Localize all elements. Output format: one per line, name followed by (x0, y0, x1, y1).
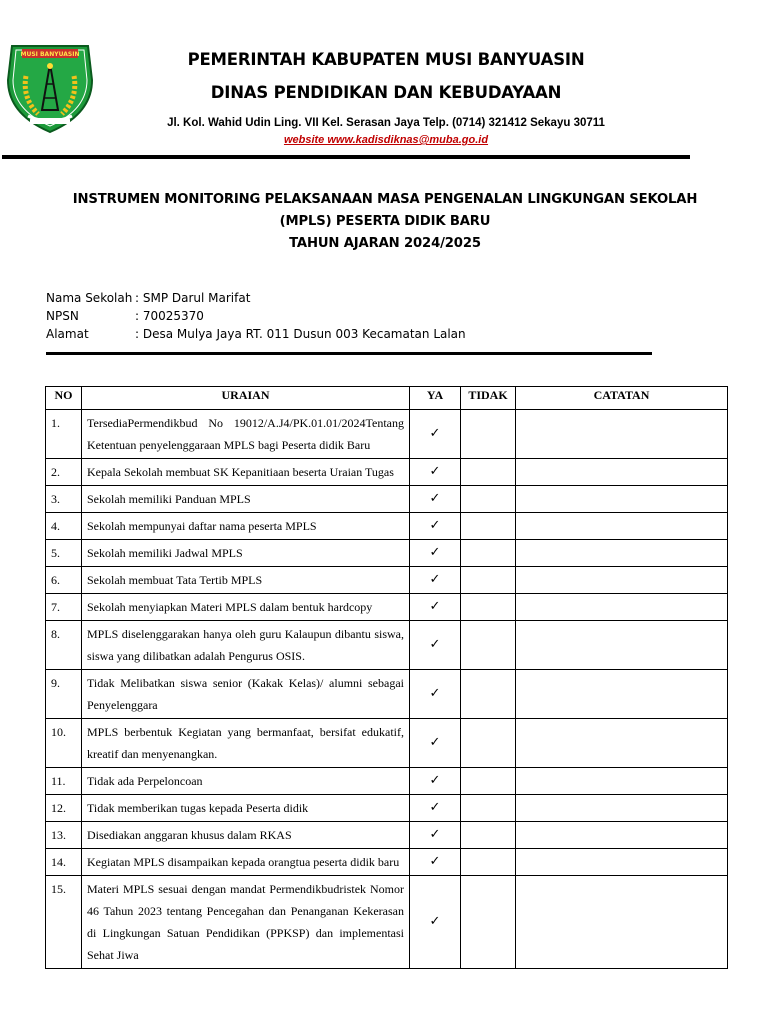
row-tidak-cell (461, 768, 516, 795)
row-catatan-cell (516, 849, 728, 876)
row-tidak-cell (461, 540, 516, 567)
row-description: Kepala Sekolah membuat SK Kepanitiaan beserta Uraian Tugas (82, 459, 410, 486)
table-row (46, 795, 728, 822)
info-label: NPSN (46, 309, 79, 324)
logo-banner-text: MUSI BANYUASIN (20, 51, 80, 58)
row-number: 3. (46, 486, 82, 513)
table-row (46, 459, 728, 486)
row-description: MPLS berbentuk Kegiatan yang bermanfaat, bersifat edukatif, kreatif dan menyenangkan. (82, 719, 410, 768)
table-row (46, 768, 728, 795)
row-catatan-cell (516, 795, 728, 822)
info-label: Alamat (46, 327, 89, 342)
table-row (46, 567, 728, 594)
title-line-1: INSTRUMEN MONITORING PELAKSANAAN MASA PENGENALAN LINGKUNGAN SEKOLAH (72, 192, 698, 207)
department-name: DINAS PENDIDIKAN DAN KEBUDAYAAN (210, 83, 562, 102)
table-row (46, 513, 728, 540)
row-tidak-cell (461, 876, 516, 969)
checkmark-icon: ✓ (410, 719, 461, 768)
row-description: MPLS diselenggarakan hanya oleh guru Kalaupun dibantu siswa, siswa yang dilibatkan adalah Pengurus OSIS. (82, 621, 410, 670)
row-tidak-cell (461, 410, 516, 459)
row-number: 4. (46, 513, 82, 540)
checkmark-icon: ✓ (410, 822, 461, 849)
row-tidak-cell (461, 567, 516, 594)
checkmark-icon: ✓ (410, 795, 461, 822)
website-link[interactable]: website www.kadisdiknas@muba.go.id (283, 134, 489, 146)
table-header-row (46, 387, 728, 410)
row-number: 13. (46, 822, 82, 849)
checkmark-icon: ✓ (410, 410, 461, 459)
row-catatan-cell (516, 670, 728, 719)
row-description: Sekolah menyiapkan Materi MPLS dalam bentuk hardcopy (82, 594, 410, 621)
row-description: Sekolah memiliki Jadwal MPLS (82, 540, 410, 567)
row-catatan-cell (516, 486, 728, 513)
table-row (46, 594, 728, 621)
letterhead-divider (2, 155, 690, 159)
row-number: 6. (46, 567, 82, 594)
row-number: 10. (46, 719, 82, 768)
musi-banyuasin-emblem-logo (4, 36, 96, 136)
row-catatan-cell (516, 410, 728, 459)
info-value: : 70025370 (135, 309, 204, 324)
info-label: Nama Sekolah (46, 291, 133, 305)
checkmark-icon: ✓ (410, 768, 461, 795)
header-ya: YA (410, 387, 461, 410)
monitoring-checklist-table (45, 386, 728, 969)
row-tidak-cell (461, 719, 516, 768)
info-row-npsn (46, 307, 466, 325)
info-row-address (46, 325, 466, 343)
row-catatan-cell (516, 540, 728, 567)
table-row (46, 822, 728, 849)
title-line-3: TAHUN AJARAN 2024/2025 (289, 236, 481, 251)
row-number: 8. (46, 621, 82, 670)
row-number: 15. (46, 876, 82, 969)
header-catatan: CATATAN (516, 387, 728, 410)
info-divider (46, 352, 652, 355)
row-catatan-cell (516, 513, 728, 540)
table-row (46, 540, 728, 567)
row-number: 14. (46, 849, 82, 876)
row-description: Tidak ada Perpeloncoan (82, 768, 410, 795)
header-uraian: URAIAN (82, 387, 410, 410)
checkmark-icon: ✓ (410, 876, 461, 969)
row-description: Materi MPLS sesuai dengan mandat Permendikbudristek Nomor 46 Tahun 2023 tentang Pencegahan dan Penanganan Kekerasan di Lingkungan Satuan Pendidikan (PPKSP) dan implementasi Sehat Jiwa (82, 876, 410, 969)
header-no: NO (46, 387, 82, 410)
row-description: Kegiatan MPLS disampaikan kepada orangtua peserta didik baru (82, 849, 410, 876)
row-catatan-cell (516, 719, 728, 768)
row-tidak-cell (461, 670, 516, 719)
row-tidak-cell (461, 513, 516, 540)
row-tidak-cell (461, 459, 516, 486)
checkmark-icon: ✓ (410, 567, 461, 594)
row-catatan-cell (516, 567, 728, 594)
row-catatan-cell (516, 459, 728, 486)
checkmark-icon: ✓ (410, 849, 461, 876)
row-tidak-cell (461, 795, 516, 822)
table-body (46, 410, 728, 969)
row-tidak-cell (461, 486, 516, 513)
row-number: 11. (46, 768, 82, 795)
row-tidak-cell (461, 594, 516, 621)
table-row (46, 410, 728, 459)
row-number: 5. (46, 540, 82, 567)
letterhead (0, 0, 768, 160)
table-row (46, 849, 728, 876)
table-row (46, 670, 728, 719)
checkmark-icon: ✓ (410, 621, 461, 670)
header-tidak: TIDAK (461, 387, 516, 410)
row-catatan-cell (516, 621, 728, 670)
info-value: : Desa Mulya Jaya RT. 011 Dusun 003 Kecamatan Lalan (135, 327, 466, 342)
row-number: 1. (46, 410, 82, 459)
school-info (46, 289, 466, 344)
checkmark-icon: ✓ (410, 459, 461, 486)
row-description: Tidak Melibatkan siswa senior (Kakak Kelas)/ alumni sebagai Penyelenggara (82, 670, 410, 719)
row-number: 2. (46, 459, 82, 486)
checkmark-icon: ✓ (410, 594, 461, 621)
table-row (46, 621, 728, 670)
row-tidak-cell (461, 822, 516, 849)
info-row-school-name (46, 289, 466, 307)
row-catatan-cell (516, 768, 728, 795)
row-catatan-cell (516, 822, 728, 849)
row-tidak-cell (461, 621, 516, 670)
table-row (46, 876, 728, 969)
office-address: Jl. Kol. Wahid Udin Ling. VII Kel. Serasan Jaya Telp. (0714) 321412 Sekayu 30711 (167, 117, 605, 129)
row-catatan-cell (516, 594, 728, 621)
row-tidak-cell (461, 849, 516, 876)
checkmark-icon: ✓ (410, 540, 461, 567)
row-description: Disediakan anggaran khusus dalam RKAS (82, 822, 410, 849)
letterhead-text (96, 50, 676, 147)
row-description: Sekolah membuat Tata Tertib MPLS (82, 567, 410, 594)
row-catatan-cell (516, 876, 728, 969)
row-number: 7. (46, 594, 82, 621)
row-number: 9. (46, 670, 82, 719)
row-description: Sekolah memiliki Panduan MPLS (82, 486, 410, 513)
info-value: : SMP Darul Marifat (135, 291, 251, 305)
checkmark-icon: ✓ (410, 513, 461, 540)
row-number: 12. (46, 795, 82, 822)
table-row (46, 719, 728, 768)
checkmark-icon: ✓ (410, 670, 461, 719)
row-description: Sekolah mempunyai daftar nama peserta MPLS (82, 513, 410, 540)
title-line-2: (MPLS) PESERTA DIDIK BARU (279, 214, 491, 229)
row-description: Tidak memberikan tugas kepada Peserta didik (82, 795, 410, 822)
table-row (46, 486, 728, 513)
row-description: TersediaPermendikbud No 19012/A.J4/PK.01.01/2024Tentang Ketentuan penyelenggaraan MPLS bagi Peserta didik Baru (82, 410, 410, 459)
checkmark-icon: ✓ (410, 486, 461, 513)
government-name: PEMERINTAH KABUPATEN MUSI BANYUASIN (187, 50, 585, 69)
document-title (30, 189, 740, 255)
